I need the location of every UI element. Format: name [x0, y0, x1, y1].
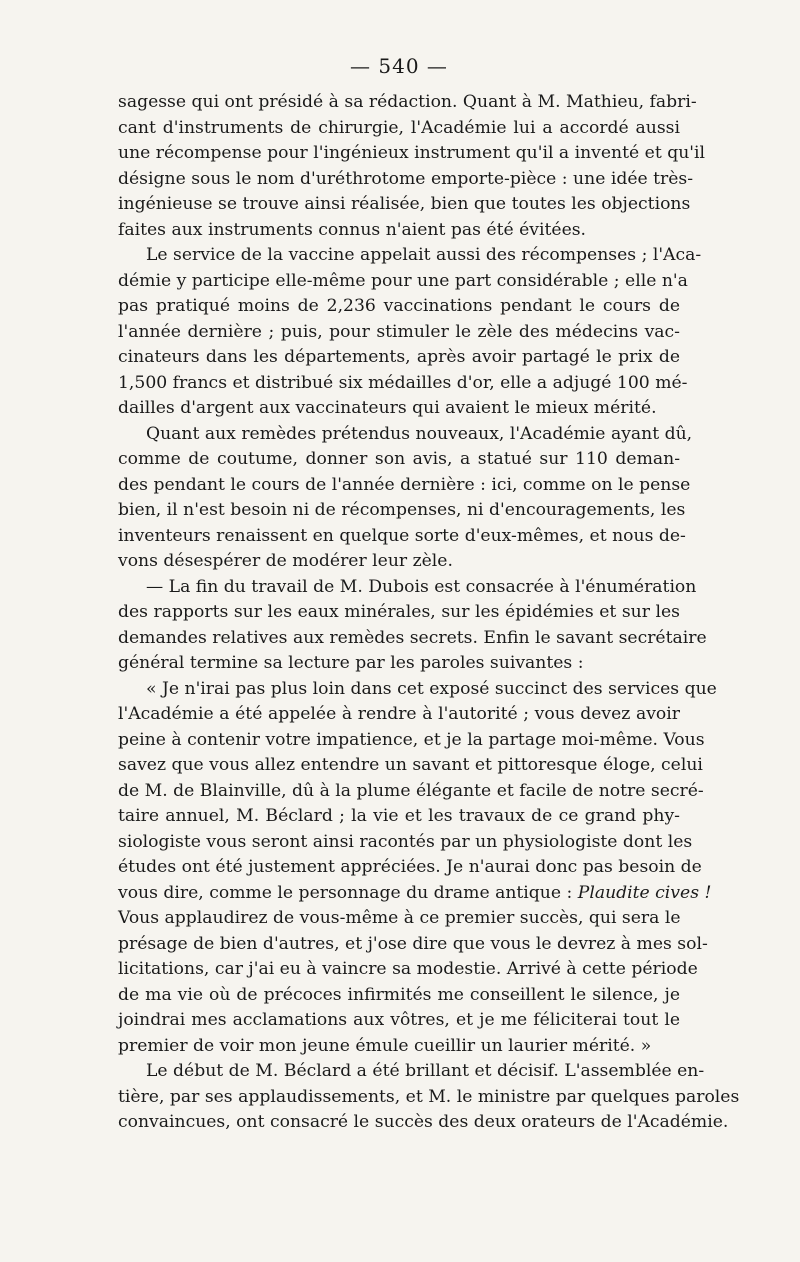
- text-line: de M. de Blainville, dû à la plume élégante et facile de notre secré-: [118, 780, 704, 801]
- italic-quote: Plaudite cives !: [577, 882, 712, 903]
- text-line: Vous applaudirez de vous-même à ce premier succès, qui sera le: [118, 908, 681, 928]
- text-line: ingénieuse se trouve ainsi réalisée, bien que toutes les objections: [118, 194, 691, 214]
- text-line: une récompense pour l'ingénieux instrument qu'il a inventé et qu'il: [118, 143, 706, 163]
- text-line: de ma vie où de précoces infirmités me conseillent le silence, je: [118, 984, 680, 1005]
- text-line: premier de voir mon jeune émule cueillir un laurier mérité. »: [118, 1035, 652, 1056]
- paragraph-3: [118, 422, 693, 575]
- text-line: sagesse qui ont présidé à sa rédaction. Quant à M. Mathieu, fabri-: [118, 92, 697, 112]
- text-line: présage de bien d'autres, et j'ose dire que vous le devrez à mes sol-: [118, 933, 708, 954]
- text-line: convaincues, ont consacré le succès des deux orateurs de l'Académie.: [118, 1112, 729, 1132]
- text-line: joindrai mes acclamations aux vôtres, et je me féliciterai tout le: [118, 1010, 680, 1030]
- page-number: — 540 —: [350, 54, 448, 78]
- text-line: Quant aux remèdes prétendus nouveaux, l'Académie ayant dû,: [146, 423, 693, 444]
- paragraph-1: [118, 90, 706, 243]
- text-line: licitations, car j'ai eu à vaincre sa modestie. Arrivé à cette période: [118, 959, 698, 979]
- text-line: « Je n'irai pas plus loin dans cet exposé succinct des services que: [146, 678, 717, 699]
- text-line-with-italic: [118, 881, 712, 907]
- text-line: des rapports sur les eaux minérales, sur les épidémies et sur les: [118, 602, 680, 622]
- text-line: comme de coutume, donner son avis, a statué sur 110 deman-: [118, 449, 680, 469]
- text-line: général termine sa lecture par les paroles suivantes :: [118, 653, 584, 673]
- text-line: 1,500 francs et distribué six médailles d'or, elle a adjugé 100 mé-: [118, 372, 688, 393]
- paragraph-2: [118, 243, 702, 422]
- paragraph-4: [118, 575, 707, 677]
- text-line: l'Académie a été appelée à rendre à l'autorité ; vous devez avoir: [118, 704, 680, 724]
- text-line: peine à contenir votre impatience, et je la partage moi-même. Vous: [118, 729, 705, 750]
- text-line: études ont été justement appréciées. Je n'aurai donc pas besoin de: [118, 857, 702, 877]
- text-segment: vous dire, comme le personnage du drame antique :: [118, 882, 578, 903]
- text-line: l'année dernière ; puis, pour stimuler le zèle des médecins vac-: [118, 321, 680, 342]
- text-line: savez que vous allez entendre un savant et pittoresque éloge, celui: [118, 755, 703, 775]
- text-line: siologiste vous seront ainsi racontés par un physiologiste dont les: [118, 831, 693, 852]
- paragraph-6: [118, 1059, 740, 1136]
- text-line: désigne sous le nom d'uréthrotome emporte-pièce : une idée très-: [118, 168, 694, 189]
- text-line: — La fin du travail de M. Dubois est consacrée à l'énumération: [146, 576, 697, 597]
- text-line: taire annuel, M. Béclard ; la vie et les travaux de ce grand phy-: [118, 806, 680, 826]
- text-line: demandes relatives aux remèdes secrets. Enfin le savant secrétaire: [118, 627, 707, 648]
- text-line: inventeurs renaissent en quelque sorte d'eux-mêmes, et nous de-: [118, 525, 686, 546]
- text-line: démie y participe elle-même pour une part considérable ; elle n'a: [118, 270, 688, 291]
- text-line: vons désespérer de modérer leur zèle.: [118, 551, 453, 571]
- text-line: cinateurs dans les départements, après avoir partagé le prix de: [118, 347, 680, 367]
- text-line: des pendant le cours de l'année dernière : ici, comme on le pense: [118, 474, 691, 495]
- text-line: pas pratiqué moins de 2,236 vaccinations pendant le cours de: [118, 296, 680, 316]
- text-line: faites aux instruments connus n'aient pas été évitées.: [118, 219, 587, 240]
- book-page: [118, 52, 740, 1136]
- paragraph-5-quote: [118, 677, 717, 1060]
- text-line: dailles d'argent aux vaccinateurs qui avaient le mieux mérité.: [118, 398, 657, 418]
- text-line: bien, il n'est besoin ni de récompenses, ni d'encouragements, les: [118, 500, 686, 520]
- text-line: tière, par ses applaudissements, et M. le ministre par quelques paroles: [118, 1086, 740, 1107]
- text-line: Le service de la vaccine appelait aussi des récompenses ; l'Aca-: [146, 245, 702, 265]
- text-line: Le début de M. Béclard a été brillant et décisif. L'assemblée en-: [146, 1061, 705, 1081]
- text-line: cant d'instruments de chirurgie, l'Académie lui a accordé aussi: [118, 117, 680, 138]
